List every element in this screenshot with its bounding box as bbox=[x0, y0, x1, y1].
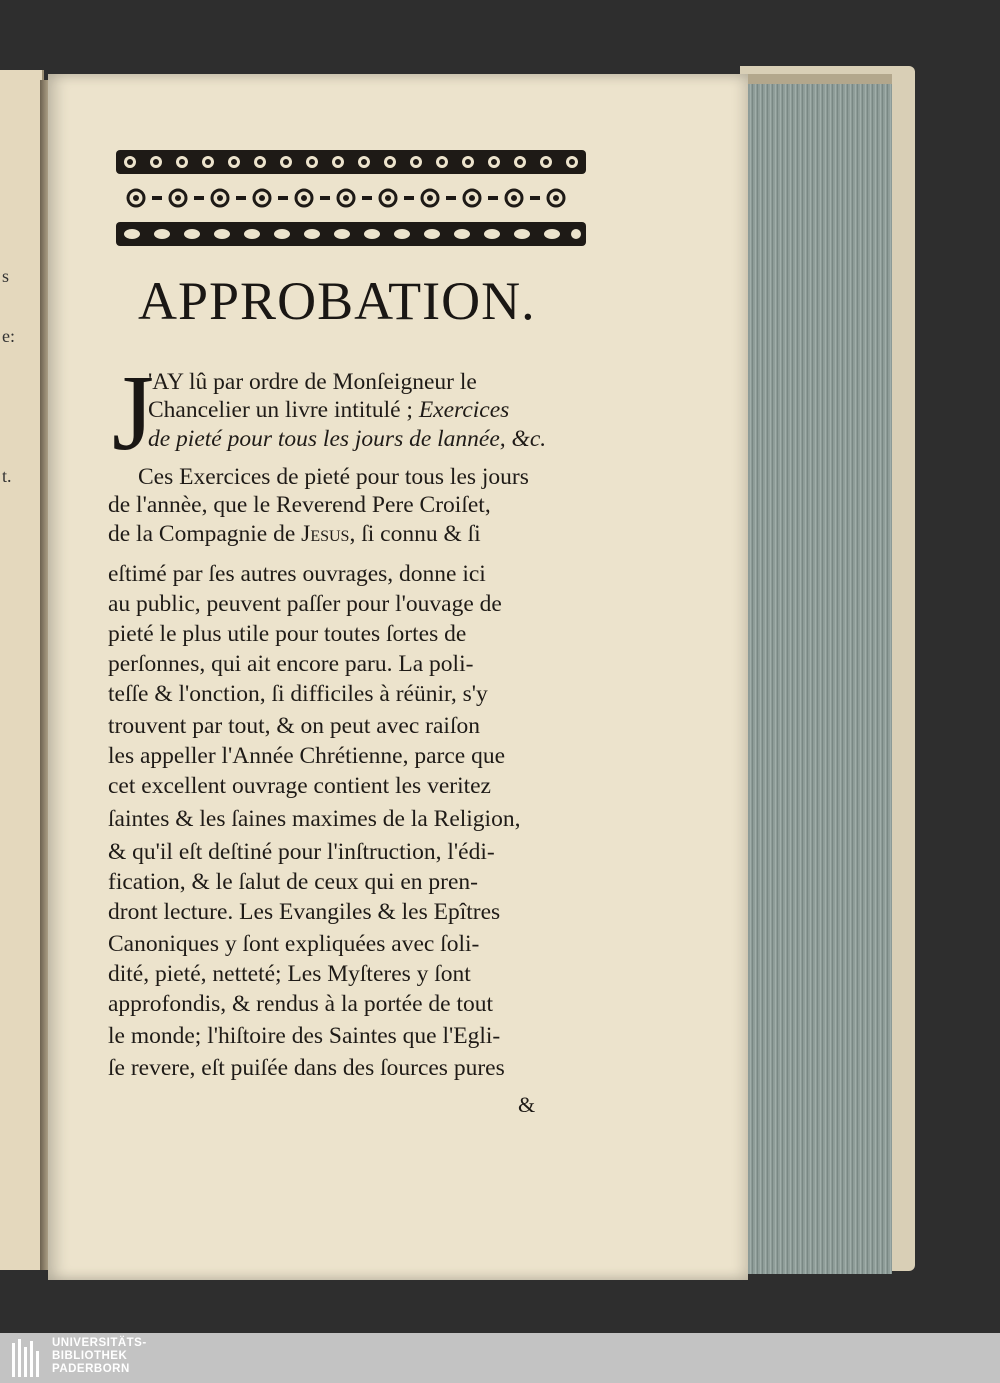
text-line: de l'annèe, que le Reverend Pere Croiſet, bbox=[108, 492, 491, 518]
text-line: ſe revere, eſt puiſée dans des ſources pures bbox=[108, 1055, 505, 1081]
drop-cap: J bbox=[112, 354, 155, 473]
left-page-fragment: t. bbox=[2, 466, 12, 486]
logo-line: PADERBORN bbox=[52, 1363, 130, 1375]
text-line: Canoniques y ſont expliquées avec ſoli- bbox=[108, 931, 480, 957]
page-edges bbox=[744, 74, 892, 1274]
logo-line: UNIVERSITÄTS- bbox=[52, 1337, 147, 1349]
text-line: ſaintes & les ſaines maximes de la Religion, bbox=[108, 806, 521, 832]
page-edges-top bbox=[744, 74, 892, 84]
text-line: Ces Exercices de pieté pour tous les jours bbox=[138, 464, 529, 490]
text-line: les appeller l'Année Chrétienne, parce que bbox=[108, 743, 506, 769]
left-page bbox=[0, 70, 44, 1270]
text-line: le monde; l'hiſtoire des Saintes que l'Egli- bbox=[108, 1023, 501, 1049]
text-line: cet excellent ouvrage contient les veritez bbox=[108, 773, 491, 799]
text-line: & qu'il eſt deſtiné pour l'inſtruction, l'édi- bbox=[108, 839, 495, 865]
ornament-band-bottom bbox=[116, 220, 586, 248]
text-line: pieté le plus utile pour toutes ſortes de bbox=[108, 621, 467, 647]
text-line: trouvent par tout, & on peut avec raiſon bbox=[108, 713, 480, 739]
text-line-smallcaps: Jesus bbox=[301, 521, 350, 547]
text-line-part: de la Compagnie de bbox=[108, 521, 296, 547]
text-line: dité, pieté, netteté; Les Myſteres y ſont bbox=[108, 961, 471, 987]
catchword: & bbox=[518, 1092, 536, 1117]
left-page-fragment: s bbox=[2, 266, 10, 286]
ornament-band-middle bbox=[116, 184, 586, 212]
text-line: 'AY lû par ordre de Monſeigneur le bbox=[148, 369, 477, 395]
ornament-band-top bbox=[116, 148, 586, 176]
text-line: perſonnes, qui ait encore paru. La poli- bbox=[108, 651, 474, 677]
page-title-punct: . bbox=[521, 271, 536, 331]
text-line: fication, & le ſalut de ceux qui en pren- bbox=[108, 869, 478, 895]
text-line: dront lecture. Les Evangiles & les Epîtres bbox=[108, 899, 501, 925]
footer-bar bbox=[0, 1333, 1000, 1383]
text-line-italic: Exercices bbox=[418, 397, 510, 423]
logo-line: BIBLIOTHEK bbox=[52, 1350, 128, 1362]
page-title-text: APPROBATION bbox=[138, 271, 522, 331]
text-line: approfondis, & rendus à la portée de tout bbox=[108, 991, 494, 1017]
text-line-part: Chancelier un livre intitulé ; bbox=[148, 397, 413, 423]
text-line: au public, peuvent paſſer pour l'ouvage de bbox=[108, 591, 502, 617]
text-line bbox=[108, 520, 588, 548]
library-logo-icon bbox=[12, 1339, 42, 1377]
left-page-fragment: e: bbox=[2, 326, 15, 346]
text-line: eſtimé par ſes autres ouvrages, donne ici bbox=[108, 561, 486, 587]
text-line-part: , ſi connu & ſi bbox=[349, 521, 481, 547]
text-line: teſſe & l'onction, ſi difficiles à réünir, s'y bbox=[108, 681, 488, 707]
text-line: de pieté pour tous les jours de lannée, &c. bbox=[148, 426, 547, 452]
page-title bbox=[138, 270, 578, 332]
library-logo-text bbox=[52, 1337, 147, 1376]
text-line bbox=[148, 396, 588, 424]
